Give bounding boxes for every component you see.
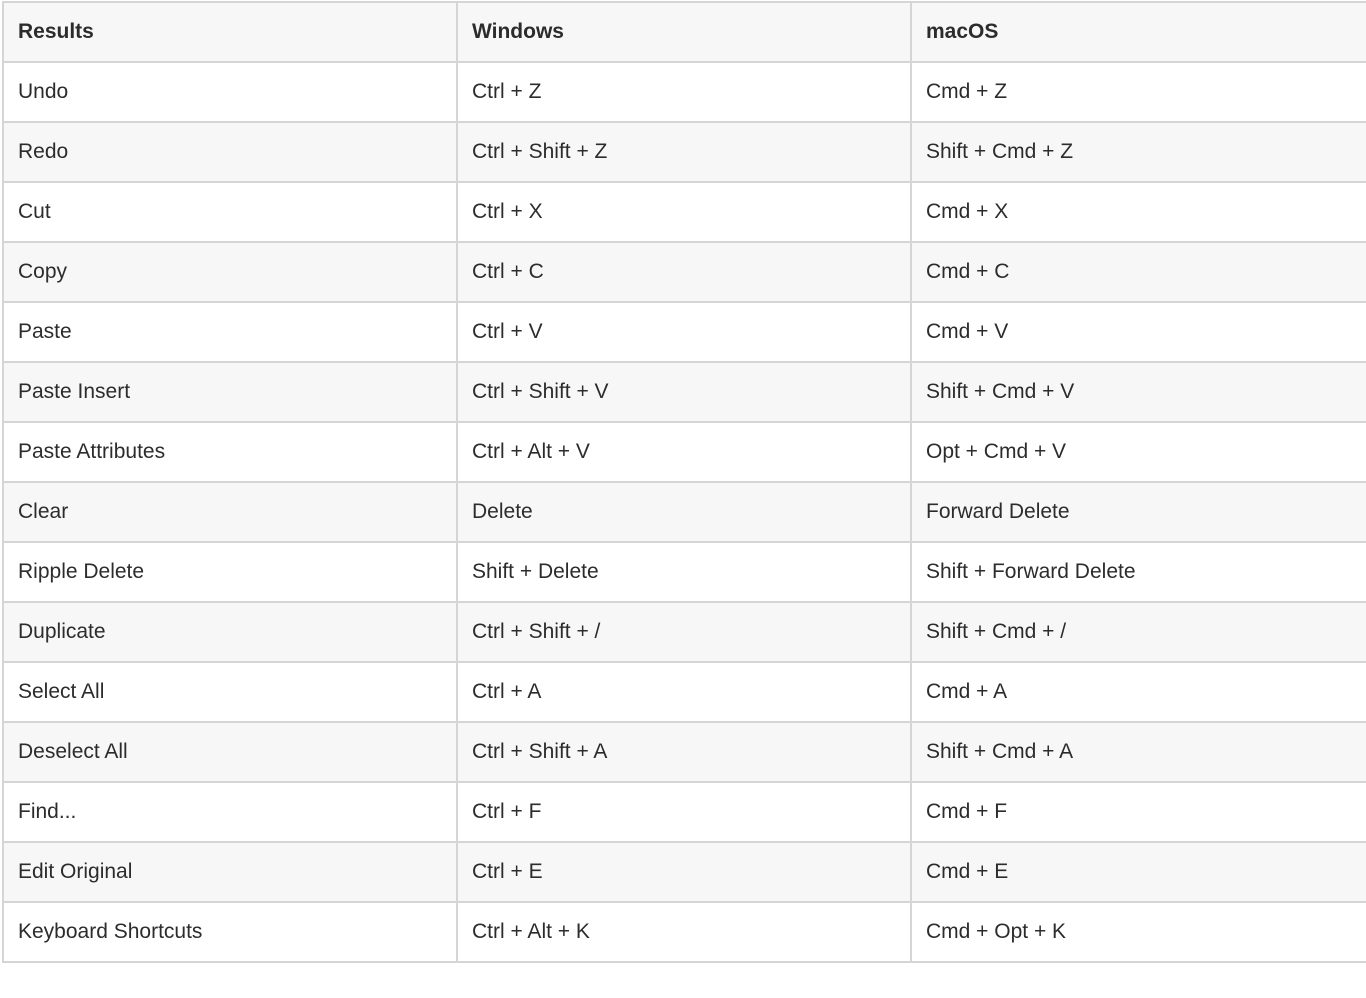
macos-shortcut-cell: Shift + Cmd + A [911, 722, 1366, 782]
macos-shortcut-cell: Cmd + V [911, 302, 1366, 362]
macos-shortcut-cell: Shift + Cmd + Z [911, 122, 1366, 182]
result-cell: Paste Attributes [3, 422, 457, 482]
column-header-windows: Windows [457, 2, 911, 62]
windows-shortcut-cell: Delete [457, 482, 911, 542]
table-row [3, 542, 1366, 602]
windows-shortcut-cell: Ctrl + Shift + Z [457, 122, 911, 182]
windows-shortcut-cell: Ctrl + F [457, 782, 911, 842]
header-row [3, 2, 1366, 62]
windows-shortcut-cell: Ctrl + X [457, 182, 911, 242]
macos-shortcut-cell: Cmd + Z [911, 62, 1366, 122]
result-cell: Select All [3, 662, 457, 722]
windows-shortcut-cell: Ctrl + E [457, 842, 911, 902]
result-cell: Copy [3, 242, 457, 302]
windows-shortcut-cell: Ctrl + V [457, 302, 911, 362]
result-cell: Undo [3, 62, 457, 122]
table-row [3, 902, 1366, 962]
macos-shortcut-cell: Cmd + C [911, 242, 1366, 302]
windows-shortcut-cell: Ctrl + Shift + / [457, 602, 911, 662]
windows-shortcut-cell: Ctrl + Alt + K [457, 902, 911, 962]
result-cell: Deselect All [3, 722, 457, 782]
result-cell: Paste [3, 302, 457, 362]
macos-shortcut-cell: Shift + Cmd + / [911, 602, 1366, 662]
column-header-macos: macOS [911, 2, 1366, 62]
table-row [3, 662, 1366, 722]
macos-shortcut-cell: Shift + Cmd + V [911, 362, 1366, 422]
table-row [3, 122, 1366, 182]
result-cell: Ripple Delete [3, 542, 457, 602]
windows-shortcut-cell: Ctrl + Shift + A [457, 722, 911, 782]
result-cell: Paste Insert [3, 362, 457, 422]
table-row [3, 722, 1366, 782]
result-cell: Duplicate [3, 602, 457, 662]
result-cell: Cut [3, 182, 457, 242]
macos-shortcut-cell: Forward Delete [911, 482, 1366, 542]
windows-shortcut-cell: Ctrl + Alt + V [457, 422, 911, 482]
table-row [3, 782, 1366, 842]
windows-shortcut-cell: Ctrl + C [457, 242, 911, 302]
table-row [3, 842, 1366, 902]
macos-shortcut-cell: Shift + Forward Delete [911, 542, 1366, 602]
windows-shortcut-cell: Ctrl + A [457, 662, 911, 722]
table-row [3, 242, 1366, 302]
windows-shortcut-cell: Shift + Delete [457, 542, 911, 602]
table-header [3, 2, 1366, 62]
macos-shortcut-cell: Cmd + Opt + K [911, 902, 1366, 962]
table-row [3, 422, 1366, 482]
macos-shortcut-cell: Opt + Cmd + V [911, 422, 1366, 482]
table-row [3, 302, 1366, 362]
result-cell: Clear [3, 482, 457, 542]
result-cell: Edit Original [3, 842, 457, 902]
table-row [3, 482, 1366, 542]
result-cell: Find... [3, 782, 457, 842]
result-cell: Redo [3, 122, 457, 182]
macos-shortcut-cell: Cmd + F [911, 782, 1366, 842]
table-row [3, 362, 1366, 422]
windows-shortcut-cell: Ctrl + Shift + V [457, 362, 911, 422]
result-cell: Keyboard Shortcuts [3, 902, 457, 962]
macos-shortcut-cell: Cmd + X [911, 182, 1366, 242]
table-row [3, 182, 1366, 242]
table-row [3, 62, 1366, 122]
windows-shortcut-cell: Ctrl + Z [457, 62, 911, 122]
macos-shortcut-cell: Cmd + E [911, 842, 1366, 902]
table-row [3, 602, 1366, 662]
macos-shortcut-cell: Cmd + A [911, 662, 1366, 722]
shortcuts-table [2, 1, 1366, 963]
table-body [3, 62, 1366, 962]
column-header-results: Results [3, 2, 457, 62]
